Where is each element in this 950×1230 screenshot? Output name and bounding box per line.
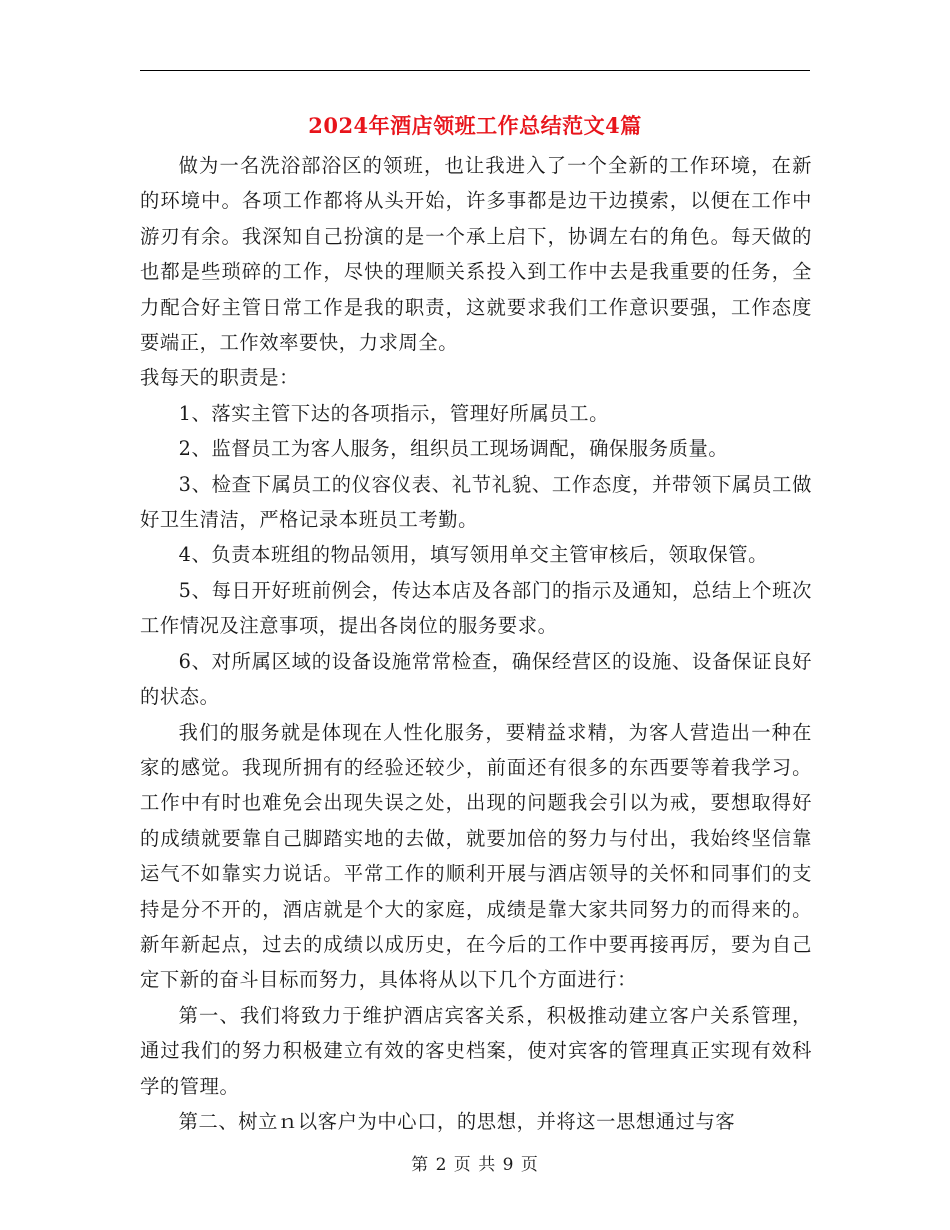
list-item-duty-1: 1、落实主管下达的各项指示，管理好所属员工。 <box>178 401 609 425</box>
list-item-duty-5: 5、每日开好班前例会，传达本店及各部门的指示及通知，总结上个班次工作情况及注意事项，提出各岗位的服务要求。 <box>140 578 812 638</box>
document-body <box>140 148 812 1139</box>
paragraph-plan-2: 第二、树立ｎ以客户为中心口，的思想，并将这一思想通过与客 <box>178 1109 736 1133</box>
list-item-duty-2: 2、监督员工为客人服务，组织员工现场调配，确保服务质量。 <box>178 437 729 461</box>
document-title: 2024年酒店领班工作总结范文4篇 <box>308 113 642 138</box>
paragraph-intro: 做为一名洗浴部浴区的领班，也让我进入了一个全新的工作环境，在新的环境中。各项工作都将从头开始，许多事都是边干边摸索，以便在工作中游刃有余。我深知自己扮演的是一个承上启下，协调左右的角色。每天做的也都是些琐碎的工作，尽快的理顺关系投入到工作中去是我重要的任务，全力配合好主管日常工作是我的职责，这就要求我们工作意识要强，工作态度要端正，工作效率要快，力求周全。 <box>140 154 812 355</box>
paragraph-service: 我们的服务就是体现在人性化服务，要精益求精，为客人营造出一种在家的感觉。我现所拥有的经验还较少，前面还有很多的东西要等着我学习。工作中有时也难免会出现失误之处，出现的问题我会引以为戒，要想取得好的成绩就要靠自己脚踏实地的去做，就要加倍的努力与付出，我始终坚信靠运气不如靠实力说话。平常工作的顺利开展与酒店领导的关怀和同事们的支持是分不开的，酒店就是个大的家庭，成绩是靠大家共同努力的而得来的。新年新起点，过去的成绩以成历史，在今后的工作中要再接再厉，要为自己定下新的奋斗目标而努力，具体将从以下几个方面进行： <box>140 720 812 992</box>
list-item-duty-6: 6、对所属区域的设备设施常常检查，确保经营区的设施、设备保证良好的状态。 <box>140 649 812 709</box>
list-item-duty-4: 4、负责本班组的物品领用，填写领用单交主管审核后，领取保管。 <box>178 543 769 567</box>
page-number-footer: 第 2 页 共 9 页 <box>411 1155 539 1175</box>
paragraph-plan-1: 第一、我们将致力于维护酒店宾客关系，积极推动建立客户关系管理，通过我们的努力积极建立有效的客史档案，使对宾客的管理真正实现有效科学的管理。 <box>140 1003 812 1098</box>
header-rule <box>140 70 810 71</box>
paragraph-duties-heading: 我每天的职责是： <box>140 366 300 390</box>
list-item-duty-3: 3、检查下属员工的仪容仪表、礼节礼貌、工作态度，并带领下属员工做好卫生清洁，严格记录本班员工考勤。 <box>140 472 812 532</box>
